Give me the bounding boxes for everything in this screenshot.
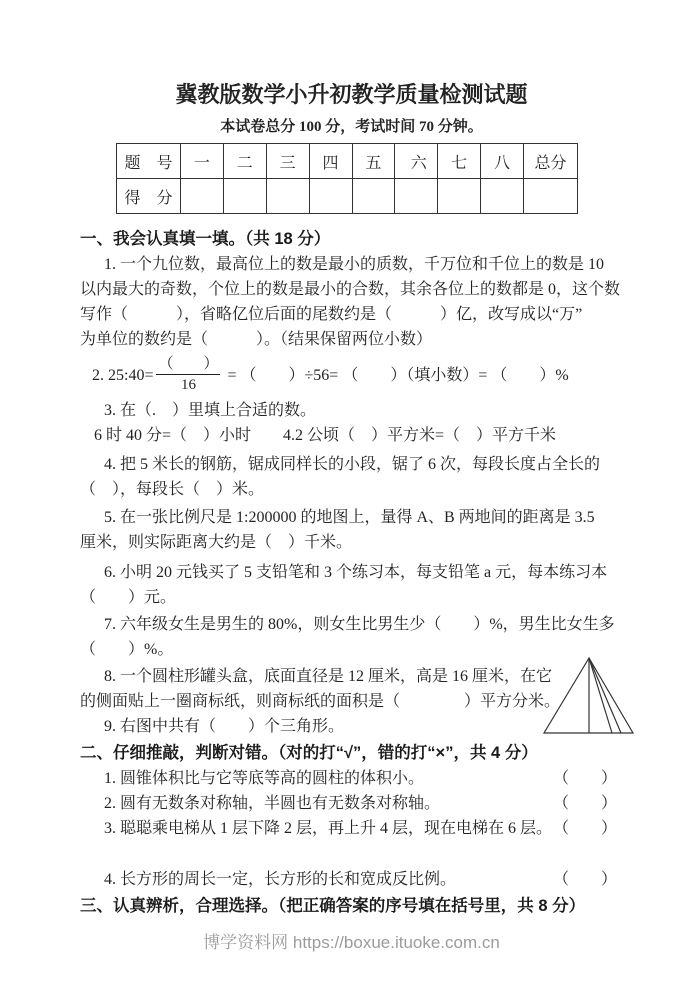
section-two-heading: 二、仔细推敲，判断对错。（对的打“√”，错的打“×”，共 4 分） <box>80 744 538 762</box>
judge-item-3-answer-blank: （ ） <box>552 820 617 837</box>
score-table-title-label: 题 号 <box>117 144 181 179</box>
q3-line1: 3. 在（. ）里填上合适的数。 <box>104 402 317 419</box>
score-cell-empty <box>352 179 395 214</box>
score-table-col-4: 四 <box>309 144 352 179</box>
score-cell-empty <box>395 179 438 214</box>
score-table-col-6: 六 <box>395 144 438 179</box>
watermark-footer: 博学资料网 https://boxue.ituoke.com.cn <box>203 933 500 952</box>
q2-fraction-numerator: （ ） <box>156 355 220 375</box>
exam-info-line: 本试卷总分 100 分，考试时间 70 分钟。 <box>220 119 483 135</box>
score-table-col-7: 七 <box>438 144 481 179</box>
q7-line2: （ ）%。 <box>80 641 174 658</box>
judge-item-3-text: 3. 聪聪乘电梯从 1 层下降 2 层，再上升 4 层，现在电梯在 6 层。 <box>104 820 553 837</box>
section-one-heading: 一、我会认真填一填。（共 18 分） <box>80 230 331 248</box>
q2-suffix: = （ ）÷56= （ ）（填小数）= （ ）% <box>223 366 569 384</box>
q9-line: 9. 右图中共有（ ）个三角形。 <box>104 718 345 735</box>
q5-line2: 厘米，则实际距离大约是（ ）千米。 <box>80 534 353 551</box>
q4-line1: 4. 把 5 米长的钢筋，锯成同样长的小段，锯了 6 次，每段长度占全长的 <box>104 456 601 473</box>
judge-item-3 <box>80 816 623 841</box>
q8-line2: 的侧面贴上一圈商标纸，则商标纸的面积是（ ）平方分米。 <box>80 693 561 710</box>
judge-item-1-text: 1. 圆锥体积比与它等底等高的圆柱的体积小。 <box>104 770 425 787</box>
q1-line1: 1. 一个九位数，最高位上的数是最小的质数，千万位和千位上的数是 10 <box>104 256 605 273</box>
q2-prefix: 2. 25:40= <box>92 366 154 384</box>
q2-line <box>80 354 623 396</box>
q2-fraction <box>156 355 220 395</box>
q6-line1: 6. 小明 20 元钱买了 5 支铅笔和 3 个练习本，每支铅笔 a 元，每本练习本 <box>104 564 608 581</box>
score-cell-empty <box>266 179 309 214</box>
score-table-col-5: 五 <box>352 144 395 179</box>
score-cell-empty <box>181 179 224 214</box>
judge-item-1 <box>80 766 623 791</box>
judge-item-2 <box>80 791 623 816</box>
score-table-col-3: 三 <box>266 144 309 179</box>
score-cell-empty <box>481 179 524 214</box>
score-table-col-2: 二 <box>223 144 266 179</box>
score-cell-empty <box>309 179 352 214</box>
q3-line2: 6 时 40 分=（ ）小时 4.2 公顷（ ）平方米=（ ）平方千米 <box>94 427 557 444</box>
q8-line1: 8. 一个圆柱形罐头盒，底面直径是 12 厘米，高是 16 厘米，在它 <box>104 668 553 685</box>
score-cell-empty <box>524 179 578 214</box>
page-title: 冀教版数学小升初教学质量检测试题 <box>175 82 528 107</box>
score-table-col-total: 总分 <box>524 144 578 179</box>
judge-item-4 <box>80 867 623 892</box>
score-table-col-8: 八 <box>481 144 524 179</box>
q1-line2: 以内最大的奇数，个位上的数是最小的合数，其余各位上的数都是 0，这个数 <box>80 281 621 298</box>
score-table-col-1: 一 <box>181 144 224 179</box>
judge-item-1-answer-blank: （ ） <box>552 770 617 787</box>
triangle-figure <box>543 655 637 737</box>
q6-line2: （ ）元。 <box>80 589 177 606</box>
score-table-header-row <box>117 144 578 179</box>
judge-item-2-text: 2. 圆有无数条对称轴，半圆也有无数条对称轴。 <box>104 795 441 812</box>
q1-line4: 为单位的数约是（ ）。（结果保留两位小数） <box>80 331 433 348</box>
score-table <box>116 143 578 214</box>
q2-fraction-denominator: 16 <box>180 377 196 393</box>
judge-item-4-answer-blank: （ ） <box>552 871 617 888</box>
score-cell-empty <box>223 179 266 214</box>
q1-line3: 写作（ ），省略亿位后面的尾数约是（ ）亿，改写成以“万” <box>80 306 583 323</box>
judge-item-4-text: 4. 长方形的周长一定，长方形的长和宽成反比例。 <box>104 871 457 888</box>
q7-line1: 7. 六年级女生是男生的 80%，则女生比男生少（ ）%，男生比女生多 <box>104 616 615 633</box>
score-label: 得 分 <box>117 179 181 214</box>
q4-line2: （ ），每段长（ ）米。 <box>80 481 265 498</box>
section-three-heading: 三、认真辨析，合理选择。（把正确答案的序号填在括号里，共 8 分） <box>80 897 586 915</box>
score-table-score-row <box>117 179 578 214</box>
q5-line1: 5. 在一张比例尺是 1:200000 的地图上，量得 A、B 两地间的距离是 3.5 <box>104 509 595 526</box>
score-cell-empty <box>438 179 481 214</box>
judge-item-2-answer-blank: （ ） <box>552 795 617 812</box>
